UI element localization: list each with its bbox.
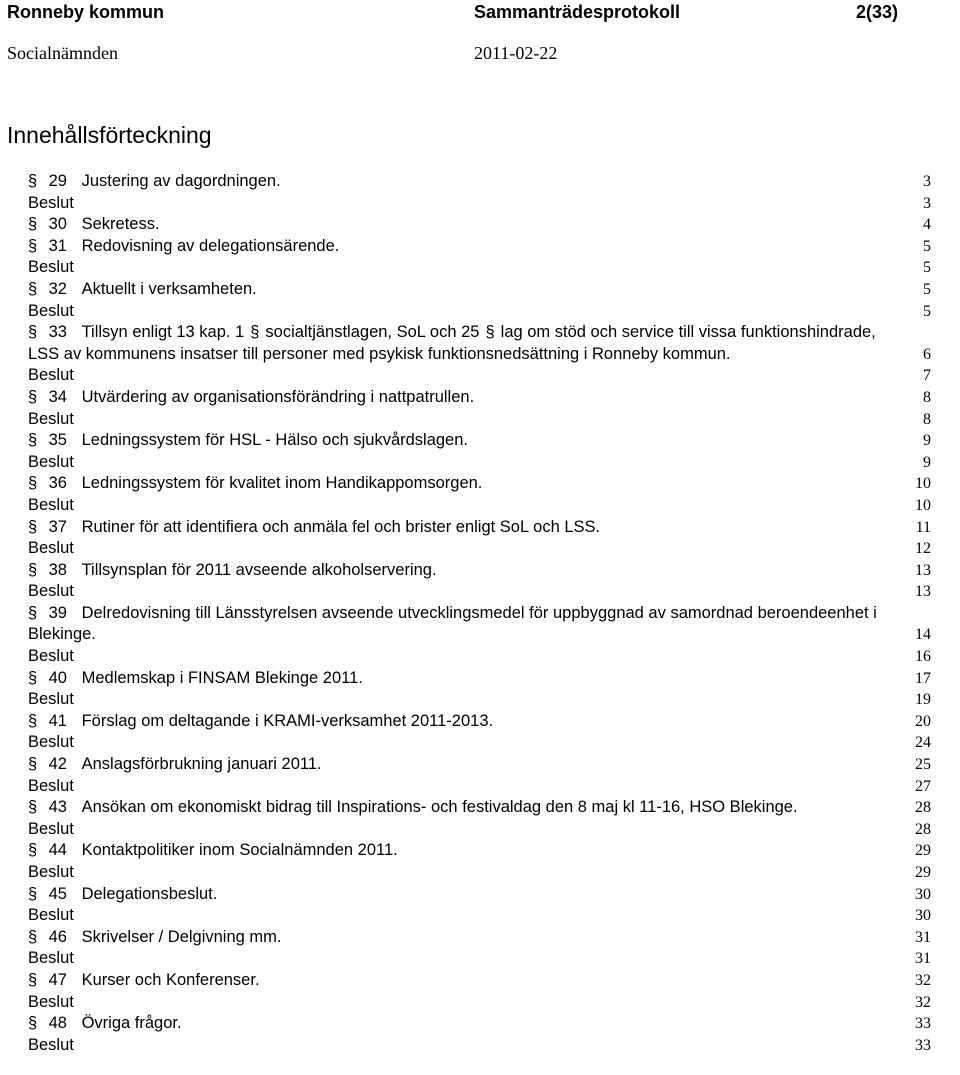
toc-beslut-entry[interactable]: Beslut 19 bbox=[28, 689, 931, 711]
toc-beslut-entry[interactable]: Beslut 27 bbox=[28, 776, 931, 798]
toc-beslut-entry[interactable]: Beslut 33 bbox=[28, 1035, 931, 1057]
section-symbol: § bbox=[28, 970, 38, 989]
page-number: 5 bbox=[923, 237, 931, 255]
toc-entry[interactable]: § 38 Tillsynsplan för 2011 avseende alkoholservering. 13 bbox=[28, 560, 931, 582]
section-symbol: § bbox=[28, 668, 38, 687]
page-number: 20 bbox=[915, 712, 931, 730]
document-subheader bbox=[7, 41, 898, 65]
toc-beslut-entry[interactable]: Beslut 13 bbox=[28, 581, 931, 603]
toc-beslut-entry[interactable]: Beslut 24 bbox=[28, 732, 931, 754]
page-number: 27 bbox=[915, 777, 931, 795]
entry-title: Ansökan om ekonomiskt bidrag till Inspirations- och festivaldag den 8 maj kl 11-16, HSO Blekinge. bbox=[81, 798, 798, 817]
page-number: 4 bbox=[923, 216, 931, 234]
page-number: 8 bbox=[923, 410, 931, 428]
toc-beslut-entry[interactable]: Beslut 10 bbox=[28, 495, 931, 517]
toc-entry[interactable]: § 43 Ansökan om ekonomiskt bidrag till Inspirations- och festivaldag den 8 maj kl 11-16, HSO Blekinge. 28 bbox=[28, 797, 931, 819]
toc-beslut-entry[interactable]: Beslut 12 bbox=[28, 538, 931, 560]
section-symbol: § bbox=[28, 755, 38, 774]
toc-entry[interactable]: § 47 Kurser och Konferenser. 32 bbox=[28, 970, 931, 992]
toc-entry[interactable]: § 34 Utvärdering av organisationsförändring i nattpatrullen. 8 bbox=[28, 387, 931, 409]
toc-beslut-entry[interactable]: Beslut 29 bbox=[28, 862, 931, 884]
page-indicator: 2(33) bbox=[855, 2, 898, 22]
section-symbol: § bbox=[28, 711, 38, 730]
section-symbol: § bbox=[28, 431, 38, 450]
page-number: 33 bbox=[915, 1036, 931, 1054]
page-number: 6 bbox=[923, 345, 931, 363]
toc-beslut-entry[interactable]: Beslut 16 bbox=[28, 646, 931, 668]
entry-title-part: socialtjänstlagen, SoL och 25 bbox=[265, 323, 480, 342]
toc-entry[interactable]: § 35 Ledningssystem för HSL - Hälso och sjukvårdslagen. 9 bbox=[28, 430, 931, 452]
toc-entry[interactable]: § 33 Tillsyn enligt 13 kap. 1 § socialtjänstlagen, SoL och 25 § lag om stöd och service till vissa funktionshindrade, LSS av kommunens insatser till personer med psykisk funktionsnedsättning i Ronneby kommun. 6 bbox=[28, 322, 931, 365]
page-number: 3 bbox=[923, 173, 931, 190]
document-type: Sammanträdesprotokoll bbox=[474, 2, 681, 22]
entry-title: Anslagsförbrukning januari 2011. bbox=[81, 755, 322, 774]
toc-entry[interactable]: § 39 Delredovisning till Länsstyrelsen avseende utvecklingsmedel för uppbyggnad av samordnad beroendeenhet i Blekinge. 14 bbox=[28, 603, 931, 646]
toc-beslut-entry[interactable]: Beslut 5 bbox=[28, 257, 931, 279]
page-number: 3 bbox=[923, 194, 931, 212]
entry-title: Sekretess. bbox=[81, 215, 160, 234]
entry-title: Delegationsbeslut. bbox=[81, 884, 218, 903]
page-number: 32 bbox=[915, 993, 931, 1011]
toc-title: Innehållsförteckning bbox=[7, 122, 212, 148]
section-symbol: § bbox=[28, 517, 38, 536]
section-symbol: § bbox=[28, 1014, 38, 1033]
toc-entry[interactable]: § 31 Redovisning av delegationsärende. 5 bbox=[28, 236, 931, 258]
entry-title: Tillsynsplan för 2011 avseende alkoholservering. bbox=[81, 560, 437, 579]
page-number: 30 bbox=[915, 885, 931, 903]
page-number: 13 bbox=[915, 583, 931, 601]
toc-entry[interactable]: § 32 Aktuellt i verksamheten. 5 bbox=[28, 279, 931, 301]
page-number: 33 bbox=[915, 1015, 931, 1033]
page-number: 28 bbox=[915, 799, 931, 817]
section-symbol: § bbox=[28, 236, 38, 255]
toc-entry[interactable]: § 45 Delegationsbeslut. 30 bbox=[28, 884, 931, 906]
page-number: 9 bbox=[923, 453, 931, 471]
meeting-date: 2011-02-22 bbox=[474, 43, 558, 63]
page-number: 25 bbox=[915, 756, 931, 774]
toc-entry[interactable]: § 29 Justering av dagordningen. 3 bbox=[28, 171, 931, 193]
section-symbol: § bbox=[28, 841, 38, 860]
entry-title-part: Tillsyn enligt 13 kap. 1 bbox=[81, 323, 245, 342]
toc-entry[interactable]: § 30 Sekretess. 4 bbox=[28, 214, 931, 236]
section-symbol: § bbox=[28, 603, 38, 622]
toc-entry[interactable]: § 44 Kontaktpolitiker inom Socialnämnden 2011. 29 bbox=[28, 840, 931, 862]
section-symbol: § bbox=[28, 279, 38, 298]
page-number: 16 bbox=[915, 648, 931, 666]
page-number: 14 bbox=[915, 626, 931, 644]
table-of-contents bbox=[28, 171, 931, 1056]
section-symbol: § bbox=[485, 323, 495, 342]
page-number: 28 bbox=[915, 820, 931, 838]
page-number: 8 bbox=[923, 388, 931, 406]
section-symbol: § bbox=[28, 215, 38, 234]
entry-title: Justering av dagordningen. bbox=[81, 172, 281, 190]
toc-entry[interactable]: § 37 Rutiner för att identifiera och anmäla fel och brister enligt SoL och LSS. 11 bbox=[28, 517, 931, 539]
section-symbol: § bbox=[28, 323, 38, 342]
entry-title: Förslag om deltagande i KRAMI-verksamhet 2011-2013. bbox=[81, 711, 494, 730]
toc-entry[interactable]: § 48 Övriga frågor. 33 bbox=[28, 1013, 931, 1035]
toc-beslut-entry[interactable]: Beslut 9 bbox=[28, 452, 931, 474]
entry-title: Ledningssystem för kvalitet inom Handikappomsorgen. bbox=[81, 474, 483, 493]
page-number: 29 bbox=[915, 864, 931, 881]
entry-title: Delredovisning till Länsstyrelsen avseende utvecklingsmedel för uppbyggnad av samordnad beroendeenhet i Blekinge. bbox=[28, 603, 877, 644]
page-number: 30 bbox=[915, 907, 931, 925]
section-symbol: § bbox=[28, 884, 38, 903]
entry-title: Rutiner för att identifiera och anmäla fel och brister enligt SoL och LSS. bbox=[81, 517, 601, 536]
section-symbol: § bbox=[250, 323, 260, 342]
page-number: 13 bbox=[915, 561, 931, 579]
entry-title: Kontaktpolitiker inom Socialnämnden 2011. bbox=[81, 841, 398, 860]
toc-beslut-entry[interactable]: Beslut 3 bbox=[28, 193, 931, 215]
page-number: 12 bbox=[915, 540, 931, 558]
entry-title-part: lag om stöd och service till vissa funktionshindrade, LSS av kommunens insatser till personer med psykisk funktionsnedsättning i Ronneby kommun. bbox=[28, 323, 876, 363]
page-number: 5 bbox=[923, 259, 931, 277]
entry-title: Övriga frågor. bbox=[81, 1014, 182, 1033]
toc-beslut-entry[interactable]: Beslut 8 bbox=[28, 409, 931, 431]
page-number: 29 bbox=[915, 842, 931, 860]
section-symbol: § bbox=[28, 172, 38, 190]
toc-beslut-entry[interactable]: Beslut 30 bbox=[28, 905, 931, 927]
page-number: 5 bbox=[923, 280, 931, 298]
page-number: 9 bbox=[923, 432, 931, 450]
entry-title: Kurser och Konferenser. bbox=[81, 970, 260, 989]
entry-title: Skrivelser / Delgivning mm. bbox=[81, 927, 282, 946]
page-number: 32 bbox=[915, 971, 931, 989]
section-symbol: § bbox=[28, 474, 38, 493]
page-number: 19 bbox=[915, 691, 931, 709]
page-number: 5 bbox=[923, 302, 931, 320]
entry-title: Ledningssystem för HSL - Hälso och sjukvårdslagen. bbox=[81, 431, 468, 450]
section-symbol: § bbox=[28, 927, 38, 946]
page-number: 24 bbox=[915, 734, 931, 752]
toc-beslut-entry[interactable]: Beslut 31 bbox=[28, 948, 931, 970]
toc-entry[interactable]: § 40 Medlemskap i FINSAM Blekinge 2011. 17 bbox=[28, 668, 931, 690]
toc-beslut-entry[interactable]: Beslut 7 bbox=[28, 365, 931, 387]
toc-entry[interactable]: § 36 Ledningssystem för kvalitet inom Handikappomsorgen. 10 bbox=[28, 473, 931, 495]
entry-title: Medlemskap i FINSAM Blekinge 2011. bbox=[81, 668, 363, 687]
toc-entry[interactable]: § 42 Anslagsförbrukning januari 2011. 25 bbox=[28, 754, 931, 776]
toc-entry[interactable]: § 41 Förslag om deltagande i KRAMI-verksamhet 2011-2013. 20 bbox=[28, 711, 931, 733]
toc-entry[interactable]: § 46 Skrivelser / Delgivning mm. 31 bbox=[28, 927, 931, 949]
municipality-name: Ronneby kommun bbox=[7, 2, 165, 22]
committee-name: Socialnämnden bbox=[7, 43, 118, 63]
section-symbol: § bbox=[28, 798, 38, 817]
document-header bbox=[7, 0, 898, 24]
page-number: 7 bbox=[923, 367, 931, 385]
page-number: 17 bbox=[915, 669, 931, 687]
toc-beslut-entry[interactable]: Beslut 28 bbox=[28, 819, 931, 841]
entry-title: Utvärdering av organisationsförändring i nattpatrullen. bbox=[81, 387, 475, 406]
page-number: 31 bbox=[915, 928, 931, 946]
entry-title: Redovisning av delegationsärende. bbox=[81, 236, 340, 255]
page-number: 10 bbox=[915, 475, 931, 493]
toc-beslut-entry[interactable]: Beslut 32 bbox=[28, 992, 931, 1014]
page-number: 31 bbox=[915, 950, 931, 968]
toc-beslut-entry[interactable]: Beslut 5 bbox=[28, 301, 931, 323]
entry-title: Aktuellt i verksamheten. bbox=[81, 279, 257, 298]
section-symbol: § bbox=[28, 387, 38, 406]
page-number: 11 bbox=[915, 518, 931, 536]
section-symbol: § bbox=[28, 560, 38, 579]
page-number: 10 bbox=[915, 496, 931, 514]
